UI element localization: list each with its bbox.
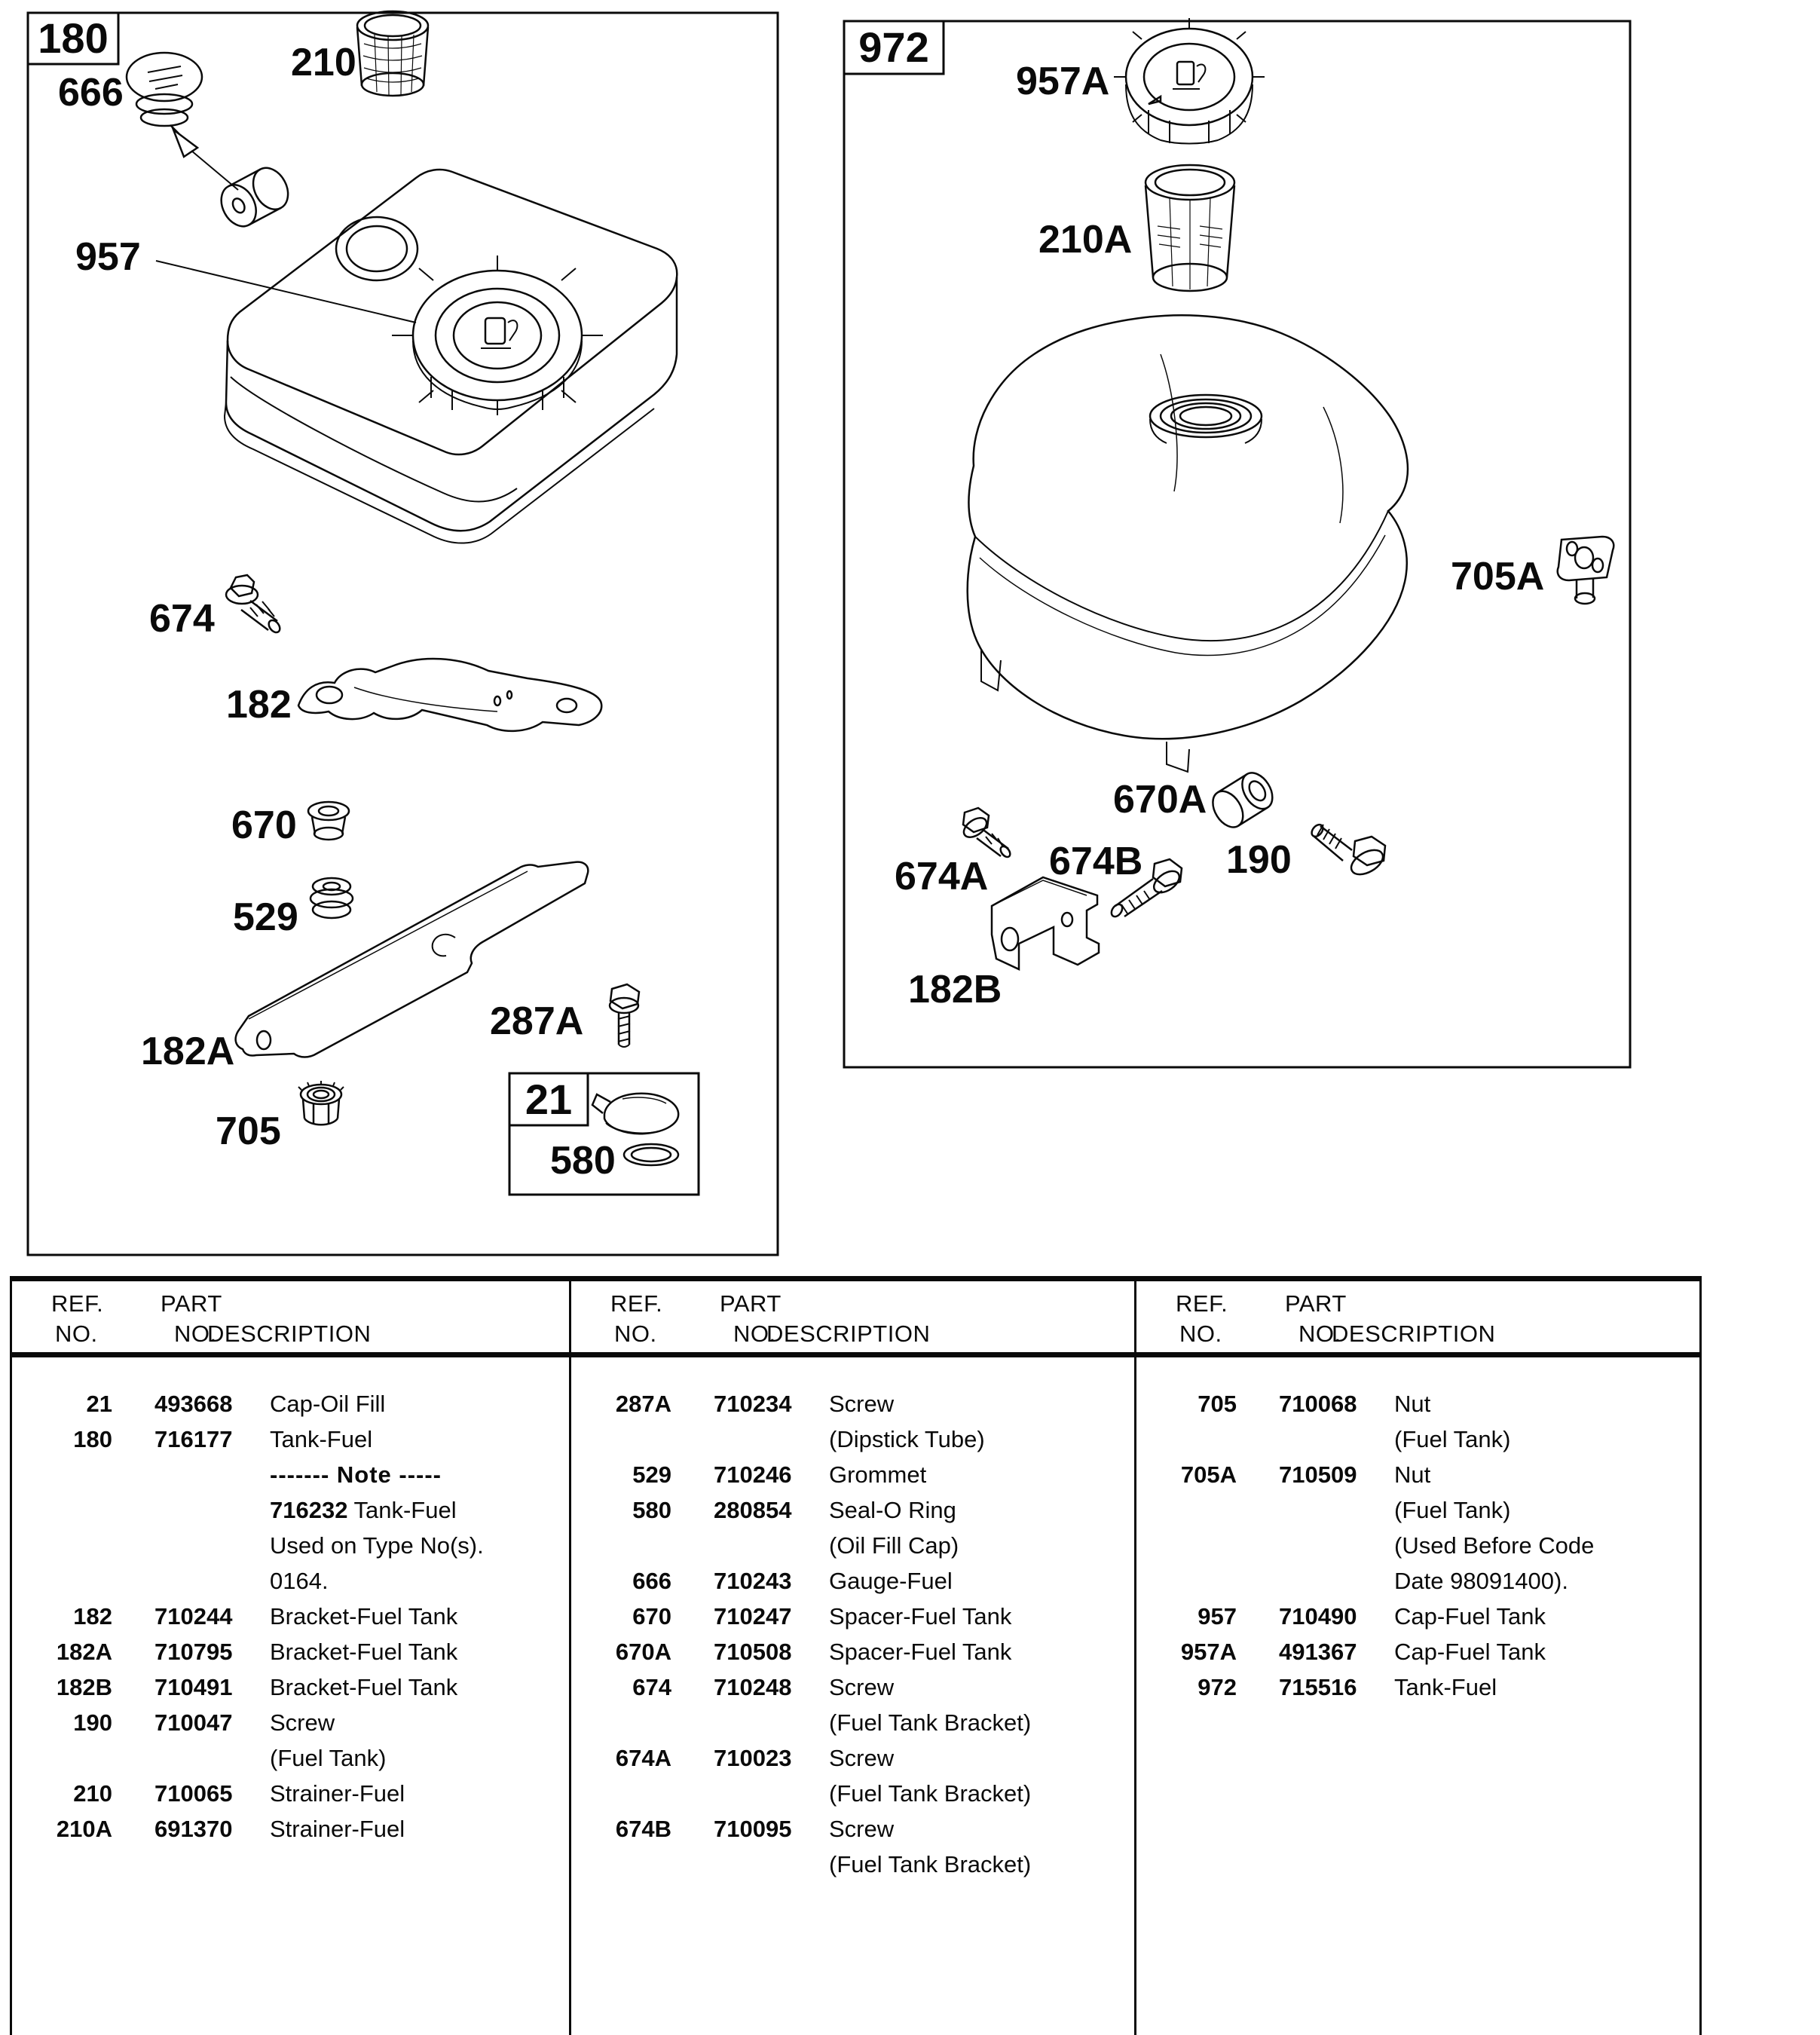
table-row [569,1461,1134,1497]
parts-table-column-3 [1134,1276,1699,2035]
part-label-674A: 674A [895,855,989,898]
table-row [569,1851,1134,1887]
seal-o-ring-580-drawing [624,1144,678,1165]
group-box-180 [28,11,778,1255]
table-row [569,1674,1134,1709]
part-no-cell: 710795 [154,1639,233,1665]
table-row [10,1639,569,1674]
description-cell: (Fuel Tank Bracket) [829,1780,1032,1807]
part-no-cell: 710246 [714,1461,792,1488]
table-row [569,1745,1134,1780]
parts-table-column-1 [10,1276,569,2035]
table-row [569,1780,1134,1816]
table-row [10,1532,569,1568]
table-row [10,1568,569,1603]
table-row [10,1780,569,1816]
table-row [569,1497,1134,1532]
table-body [10,1391,569,1851]
group-label-21: 21 [525,1076,573,1123]
ref-no-cell: 957 [1198,1603,1237,1630]
part-no-cell: 710065 [154,1780,233,1807]
table-row [569,1568,1134,1603]
header-ref: REF. [1176,1290,1228,1317]
ref-no-cell: 182B [56,1674,112,1700]
ref-no-cell: 674A [615,1745,671,1771]
cap-fuel-tank-957A-drawing [1114,18,1265,144]
part-no-cell: 710023 [714,1745,792,1771]
description-cell: Tank-Fuel [1394,1674,1497,1700]
description-cell: 716232 Tank-Fuel [270,1497,457,1523]
description-cell: Screw [829,1391,895,1417]
part-no-cell: 710047 [154,1709,233,1736]
part-no-cell: 710490 [1279,1603,1357,1630]
part-label-580: 580 [550,1139,616,1183]
table-row [1134,1461,1699,1497]
table-row [569,1391,1134,1426]
screw-287A-drawing [610,984,639,1047]
part-label-666: 666 [58,71,124,115]
description-cell: Bracket-Fuel Tank [270,1603,458,1630]
description-cell: (Fuel Tank Bracket) [829,1851,1032,1877]
table-row [569,1709,1134,1745]
table-row [10,1391,569,1426]
part-no-cell: 710095 [714,1816,792,1842]
inset-box-21 [509,1073,699,1195]
header-description: DESCRIPTION [1332,1320,1496,1347]
description-cell: Spacer-Fuel Tank [829,1603,1012,1630]
header-ref: REF. [610,1290,663,1317]
ref-no-cell: 705A [1180,1461,1237,1488]
ref-no-cell: 182A [56,1639,112,1665]
part-no-cell: 710247 [714,1603,792,1630]
cap-oil-fill-21-drawing [592,1094,678,1134]
ref-no-cell: 670A [615,1639,671,1665]
description-cell: Nut [1394,1391,1431,1417]
table-row [10,1497,569,1532]
ref-no-cell: 180 [73,1426,112,1452]
table-row [1134,1426,1699,1461]
table-row [569,1639,1134,1674]
ref-no-cell: 670 [632,1603,671,1630]
ref-no-cell: 529 [632,1461,671,1488]
header-part-no: NO. [174,1320,217,1347]
part-no-cell: 710509 [1279,1461,1357,1488]
ref-no-cell: 190 [73,1709,112,1736]
description-cell: (Fuel Tank Bracket) [829,1709,1032,1736]
table-row [1134,1497,1699,1532]
part-label-190: 190 [1226,838,1292,882]
part-no-cell: 710508 [714,1639,792,1665]
ref-no-cell: 182 [73,1603,112,1630]
ref-no-cell: 666 [632,1568,671,1594]
table-row [10,1816,569,1851]
gauge-fuel-666-drawing [127,53,295,232]
description-cell: (Fuel Tank) [270,1745,387,1771]
table-body [569,1391,1134,1887]
screw-190-drawing [1310,822,1387,880]
description-cell: Screw [829,1745,895,1771]
part-no-cell: 710248 [714,1674,792,1700]
description-cell: (Dipstick Tube) [829,1426,985,1452]
grommet-529-drawing [310,878,353,918]
table-row [569,1816,1134,1851]
description-cell: 0164. [270,1568,329,1594]
description-cell: (Fuel Tank) [1394,1426,1511,1452]
fuel-tank-972-drawing [968,315,1408,772]
part-no-cell: 280854 [714,1497,792,1523]
part-no-cell: 710491 [154,1674,233,1700]
group-label-972: 972 [858,23,929,71]
part-no-cell: 716177 [154,1426,233,1452]
bracket-fuel-tank-182B-drawing [992,877,1099,969]
part-label-529: 529 [233,895,298,939]
part-label-957: 957 [75,235,141,279]
table-row [569,1603,1134,1639]
header-part-no: NO. [1298,1320,1341,1347]
part-label-182A: 182A [141,1030,235,1073]
ref-no-cell: 21 [86,1391,112,1417]
part-no-cell: 710234 [714,1391,792,1417]
description-cell: Screw [270,1709,335,1736]
screw-674A-drawing [960,808,1012,858]
description-cell: ------- Note ----- [270,1461,442,1488]
part-label-287A: 287A [490,999,584,1043]
description-cell: Tank-Fuel [270,1426,373,1452]
header-part: PART [720,1290,782,1317]
header-part: PART [161,1290,222,1317]
fuel-tank-180-drawing [225,170,677,543]
ref-no-cell: 674B [615,1816,671,1842]
table-row [1134,1391,1699,1426]
part-label-674: 674 [149,597,215,641]
description-cell: Grommet [829,1461,927,1488]
part-label-705: 705 [216,1109,281,1153]
description-cell: Date 98091400). [1394,1568,1568,1594]
part-label-957A: 957A [1016,60,1110,103]
description-cell: Screw [829,1674,895,1700]
table-row [10,1461,569,1497]
table-body [1134,1391,1699,1709]
spacer-fuel-tank-670A-drawing [1207,767,1278,832]
part-label-182B: 182B [908,968,1002,1011]
ref-no-cell: 287A [615,1391,671,1417]
header-ref-no: NO. [1179,1320,1222,1347]
table-row [10,1709,569,1745]
ref-no-cell: 705 [1198,1391,1237,1417]
table-row [1134,1603,1699,1639]
screw-674-drawing [226,575,282,635]
part-no-cell: 491367 [1279,1639,1357,1665]
nut-705A-drawing [1558,537,1614,604]
description-cell: (Fuel Tank) [1394,1497,1511,1523]
table-row [10,1603,569,1639]
part-label-674B: 674B [1049,840,1143,883]
strainer-fuel-210A-drawing [1146,165,1234,291]
table-row [1134,1568,1699,1603]
spacer-fuel-tank-670-drawing [308,802,349,840]
description-cell: Gauge-Fuel [829,1568,953,1594]
table-row [569,1426,1134,1461]
part-label-182: 182 [226,683,292,727]
description-cell: Nut [1394,1461,1431,1488]
part-label-670A: 670A [1113,778,1207,822]
part-no-cell: 691370 [154,1816,233,1842]
part-label-210: 210 [291,41,356,84]
description-cell: (Oil Fill Cap) [829,1532,959,1559]
description-cell: Cap-Fuel Tank [1394,1603,1546,1630]
ref-no-cell: 210A [56,1816,112,1842]
header-ref-no: NO. [614,1320,657,1347]
description-cell: Strainer-Fuel [270,1780,405,1807]
description-cell: Cap-Oil Fill [270,1391,386,1417]
description-cell: Strainer-Fuel [270,1816,405,1842]
bracket-fuel-tank-182-drawing [298,659,601,731]
header-description: DESCRIPTION [766,1320,931,1347]
part-no-cell: 710068 [1279,1391,1357,1417]
description-cell: Bracket-Fuel Tank [270,1674,458,1700]
ref-no-cell: 210 [73,1780,112,1807]
leader-line-957 [156,261,416,323]
nut-705-drawing [298,1081,344,1125]
ref-no-cell: 674 [632,1674,671,1700]
part-label-705A: 705A [1451,555,1545,598]
header-description: DESCRIPTION [207,1320,372,1347]
group-box-972 [844,18,1630,1067]
description-cell: Bracket-Fuel Tank [270,1639,458,1665]
description-cell: Cap-Fuel Tank [1394,1639,1546,1665]
ref-no-cell: 580 [632,1497,671,1523]
ref-no-cell: 957A [1180,1639,1237,1665]
group-label-180: 180 [38,14,109,62]
part-no-cell: 715516 [1279,1674,1357,1700]
header-ref: REF. [51,1290,104,1317]
ref-no-cell: 972 [1198,1674,1237,1700]
table-row [10,1426,569,1461]
header-part-no: NO. [733,1320,776,1347]
table-row [1134,1639,1699,1674]
parts-table-column-2 [569,1276,1134,2035]
part-no-cell: 710243 [714,1568,792,1594]
table-row [10,1745,569,1780]
table-row [569,1532,1134,1568]
cap-fuel-tank-957-drawing [392,256,603,415]
table-row [1134,1674,1699,1709]
description-cell: Screw [829,1816,895,1842]
table-row [1134,1532,1699,1568]
table-right-border [1699,1276,1702,2035]
description-cell: Spacer-Fuel Tank [829,1639,1012,1665]
header-part: PART [1285,1290,1347,1317]
part-no-cell: 493668 [154,1391,233,1417]
table-row [10,1674,569,1709]
description-cell: Used on Type No(s). [270,1532,484,1559]
part-label-210A: 210A [1038,218,1133,262]
strainer-fuel-210-drawing [357,11,428,96]
description-cell: Seal-O Ring [829,1497,956,1523]
part-no-cell: 710244 [154,1603,233,1630]
description-cell: (Used Before Code [1394,1532,1595,1559]
part-label-670: 670 [231,803,297,847]
header-ref-no: NO. [55,1320,98,1347]
